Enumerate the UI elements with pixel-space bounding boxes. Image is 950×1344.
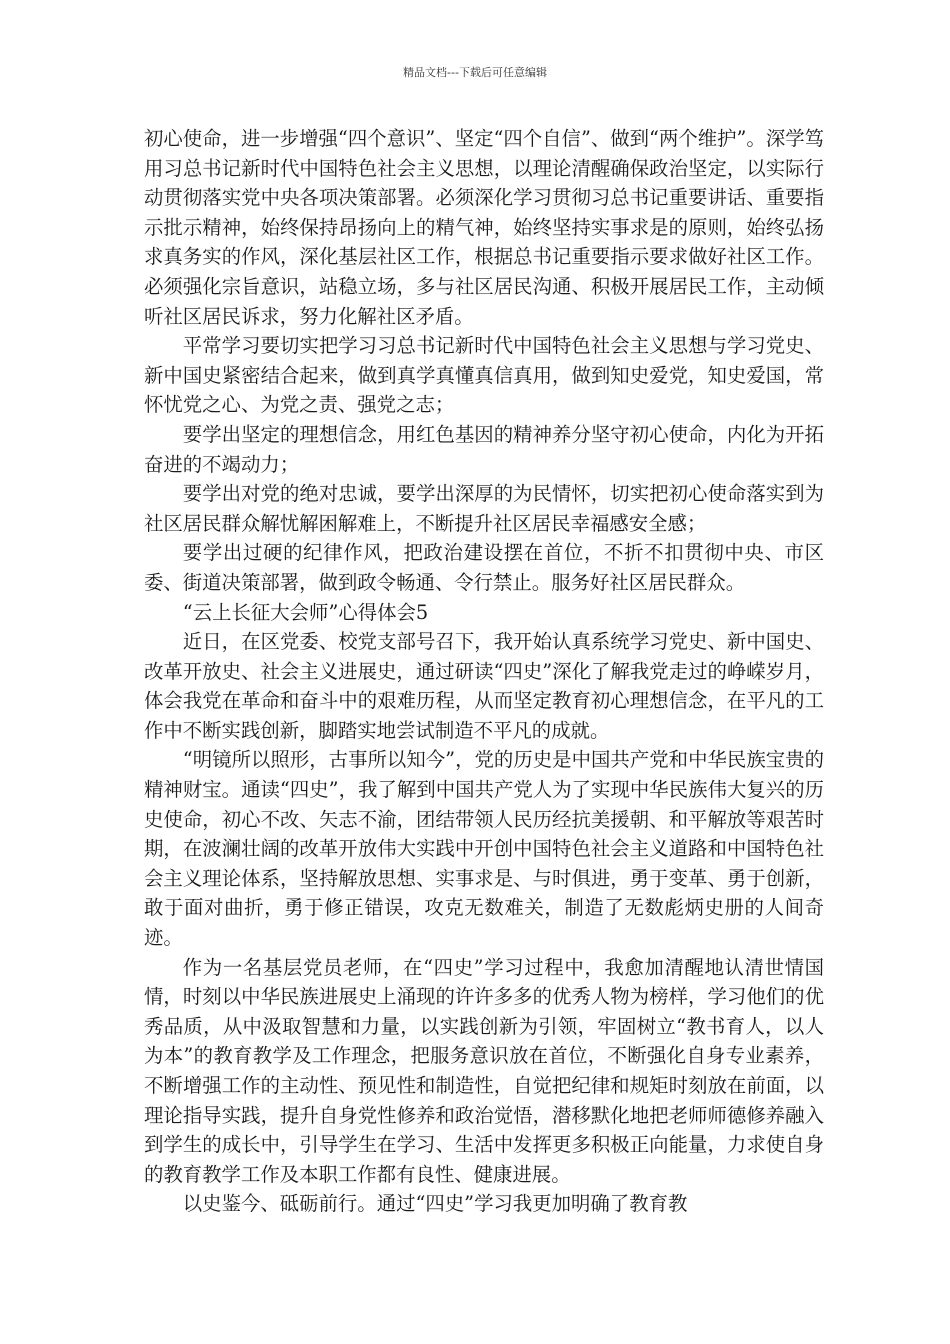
section-heading: “云上长征大会师”心得体会5	[182, 600, 429, 624]
paragraph: 作为一名基层党员老师，在“四史”学习过程中，我愈加清醒地认清世情国情，时刻以中华民族进展史上涌现的许许多多的优秀人物为榜样，学习他们的优秀品质，从中汲取智慧和力量，以实践创新为引领，牢固树立“教书育人，以人为本”的教育教学及工作理念，把服务意识放在首位，不断强化自身专业素养，不断增强工作的主动性、预见性和制造性，自觉把纪律和规矩时刻放在前面，以理论指导实践，提升自身党性修养和政治觉悟，潜移默化地把老师师德修养融入到学生的成长中，引导学生在学习、生活中发挥更多积极正向能量，力求使自身的教育教学工作及本职工作都有良性、健康进展。	[144, 955, 824, 1186]
paragraph: 要学出坚定的理想信念，用红色基因的精神养分坚守初心使命，内化为开拓奋进的不竭动力；	[144, 422, 824, 476]
paragraph: 以史鉴今、砥砺前行。通过“四史”学习我更加明确了教育教	[182, 1192, 688, 1216]
paragraph: 平常学习要切实把学习习总书记新时代中国特色社会主义思想与学习党史、新中国史紧密结合起来，做到真学真懂真信真用，做到知史爱党，知史爱国，常怀忧党之心、为党之责、强党之志；	[144, 334, 824, 417]
paragraph: 要学出对党的绝对忠诚，要学出深厚的为民情怀，切实把初心使命落实到为社区居民群众解忧解困解难上，不断提升社区居民幸福感安全感；	[144, 482, 824, 535]
paragraph: 初心使命，进一步增强“四个意识”、坚定“四个自信”、做到“两个维护”。深学笃用习总书记新时代中国特色社会主义思想，以理论清醒确保政治坚定，以实际行动贯彻落实党中央各项决策部署。必须深化学习贯彻习总书记重要讲话、重要指示批示精神，始终保持昂扬向上的精气神，始终坚持实事求是的原则，始终弘扬求真务实的作风，深化基层社区工作，根据总书记重要指示要求做好社区工作。必须强化宗旨意识，站稳立场，多与社区居民沟通、积极开展居民工作，主动倾听社区居民诉求，努力化解社区矛盾。	[144, 127, 824, 328]
paragraph: 近日，在区党委、校党支部号召下，我开始认真系统学习党史、新中国史、改革开放史、社会主义进展史，通过研读“四史”深化了解我党走过的峥嵘岁月，体会我党在革命和奋斗中的艰难历程，从而坚定教育初心理想信念，在平凡的工作中不断实践创新，脚踏实地尝试制造不平凡的成就。	[144, 630, 824, 742]
paragraph: 要学出过硬的纪律作风，把政治建设摆在首位，不折不扣贯彻中央、市区委、街道决策部署，做到政令畅通、令行禁止。服务好社区居民群众。	[144, 541, 824, 594]
document-body	[144, 124, 824, 1219]
paragraph: “明镜所以照形，古事所以知今”，党的历史是中国共产党和中华民族宝贵的精神财宝。通读“四史”，我了解到中国共产党人为了实现中华民族伟大复兴的历史使命，初心不改、矢志不渝，团结带领人民历经抗美援朝、和平解放等艰苦时期，在波澜壮阔的改革开放伟大实践中开创中国特色社会主义道路和中国特色社会主义理论体系，坚持解放思想、实事求是、与时俱进，勇于变革、勇于创新，敢于面对曲折，勇于修正错误，攻克无数难关，制造了无数彪炳史册的人间奇迹。	[144, 748, 824, 950]
page-header: 精品文档---下载后可任意编辑	[403, 66, 547, 79]
